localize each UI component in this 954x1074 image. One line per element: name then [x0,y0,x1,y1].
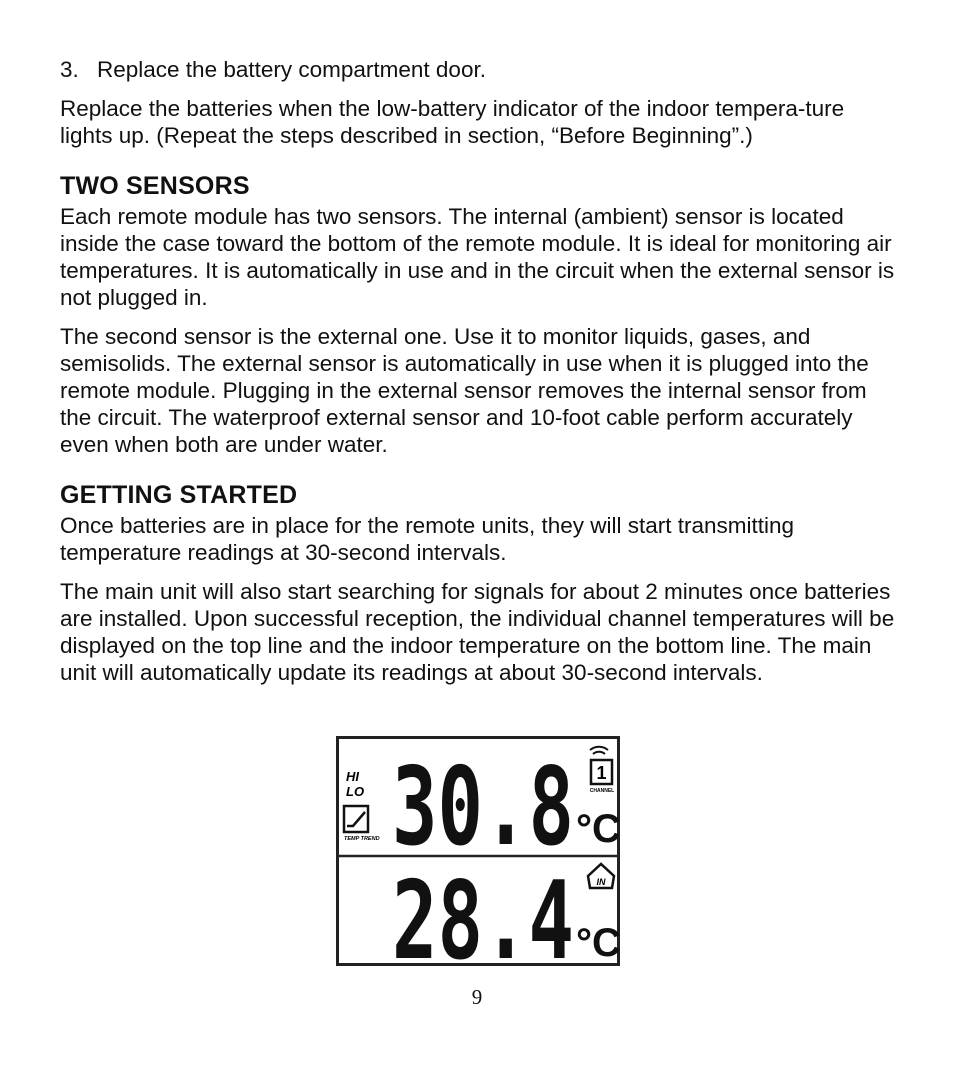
step-text: Replace the battery compartment door. [97,57,486,82]
getting-started-paragraph-2: The main unit will also start searching for signals for about 2 minutes once batteries are installed. Upon successful reception, the individual channel temperatures will be displayed on the top line and the indoor temperature on the bottom line. The main unit will automatically update its readings at about 30-second intervals. [60,579,895,685]
top-temperature-unit: °C [576,807,620,851]
battery-note: Replace the batteries when the low-battery indicator of the indoor tempera-ture lights up. (Repeat the steps described in section, “Before Beginning”.) [60,96,845,148]
channel-digit: 1 [596,763,607,783]
two-sensors-heading: TWO SENSORS [60,172,250,200]
two-sensors-paragraph-1: Each remote module has two sensors. The internal (ambient) sensor is located inside the case toward the bottom of the remote module. It is ideal for monitoring air temperatures. It is automatically in use and in the circuit when the external sensor is not plugged in. [60,204,895,310]
getting-started-heading: GETTING STARTED [60,481,298,509]
step-3 [60,56,900,83]
lcd-display-illustration [336,736,620,966]
lo-label: LO [346,784,365,799]
indoor-label: IN [596,877,606,887]
document-page [60,56,900,698]
top-temperature-reading: 30.8 [392,745,574,870]
getting-started-paragraph-1: Once batteries are in place for the remote units, they will start transmitting temperature readings at 30-second intervals. [60,513,795,565]
step-number: 3. [60,57,79,82]
bottom-temperature-reading: 28.4 [392,859,574,966]
hi-label: HI [346,769,359,784]
lcd-display-svg [336,736,620,966]
page-number: 9 [471,985,483,1009]
channel-label: CHANNEL [589,788,615,794]
bottom-temperature-unit: °C [576,921,620,965]
two-sensors-paragraph-2: The second sensor is the external one. Use it to monitor liquids, gases, and semisolids. The external sensor is automatically in use when it is plugged into the remote module. Plugging in the external sensor removes the internal sensor from the circuit. The waterproof external sensor and 10-foot cable perform accurately even when both are under water. [60,324,869,457]
temp-trend-label: TEMP TREND [344,836,380,842]
